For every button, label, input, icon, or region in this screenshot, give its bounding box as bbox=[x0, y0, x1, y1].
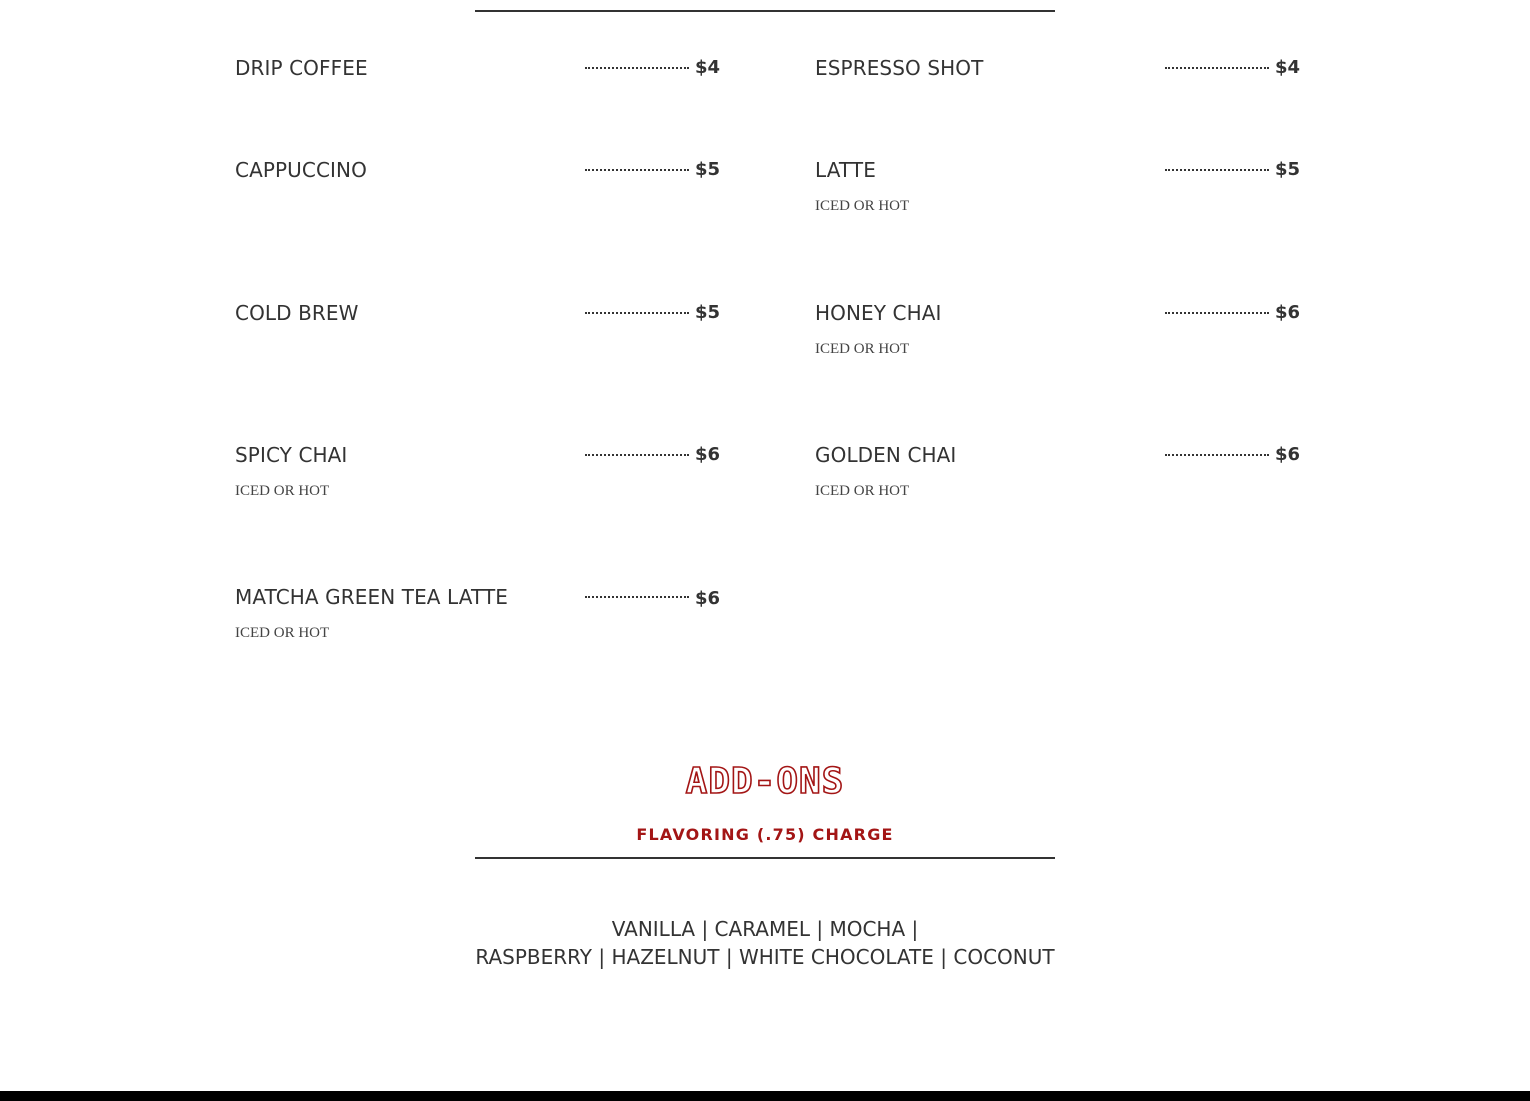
item-price: $6 bbox=[1274, 302, 1300, 323]
item-description: ICED OR HOT bbox=[815, 198, 910, 214]
item-description: ICED OR HOT bbox=[235, 483, 330, 499]
item-name: COLD BREW bbox=[235, 301, 359, 325]
item-description: ICED OR HOT bbox=[235, 625, 330, 641]
dotted-leader bbox=[1165, 169, 1269, 171]
dotted-leader bbox=[585, 312, 689, 314]
item-price: $6 bbox=[1274, 444, 1300, 465]
menu-item-latte bbox=[815, 156, 1300, 266]
addons-title: ADD-ONS bbox=[685, 761, 845, 802]
item-name: CAPPUCCINO bbox=[235, 158, 367, 182]
item-price: $4 bbox=[694, 57, 720, 78]
flavor-list-line-2: RASPBERRY | HAZELNUT | WHITE CHOCOLATE | COCONUT bbox=[475, 945, 1055, 969]
top-divider bbox=[475, 10, 1055, 12]
menu-item-espresso-shot bbox=[815, 54, 1300, 164]
item-price: $4 bbox=[1274, 57, 1300, 78]
item-name: ESPRESSO SHOT bbox=[815, 56, 984, 80]
bottom-bar bbox=[0, 1091, 1530, 1101]
item-price: $5 bbox=[694, 159, 720, 180]
dotted-leader bbox=[585, 67, 689, 69]
flavor-list-line-1: VANILLA | CARAMEL | MOCHA | bbox=[611, 917, 919, 941]
item-description: ICED OR HOT bbox=[815, 483, 910, 499]
item-name: MATCHA GREEN TEA LATTE bbox=[235, 585, 509, 609]
item-name: HONEY CHAI bbox=[815, 301, 942, 325]
addons-divider bbox=[475, 857, 1055, 859]
menu-item-matcha-green-tea-latte bbox=[235, 583, 720, 693]
item-price: $6 bbox=[694, 588, 720, 609]
dotted-leader bbox=[1165, 67, 1269, 69]
item-price: $5 bbox=[1274, 159, 1300, 180]
item-price: $6 bbox=[694, 444, 720, 465]
item-description: ICED OR HOT bbox=[815, 341, 910, 357]
menu-item-cold-brew bbox=[235, 299, 720, 409]
menu-item-drip-coffee bbox=[235, 54, 720, 164]
dotted-leader bbox=[585, 454, 689, 456]
item-name: LATTE bbox=[815, 158, 876, 182]
menu-item-spicy-chai bbox=[235, 441, 720, 551]
item-price: $5 bbox=[694, 302, 720, 323]
addons-subtitle: FLAVORING (.75) CHARGE bbox=[636, 825, 894, 844]
dotted-leader bbox=[585, 169, 689, 171]
menu-item-golden-chai bbox=[815, 441, 1300, 551]
dotted-leader bbox=[1165, 454, 1269, 456]
menu-item-cappuccino bbox=[235, 156, 720, 266]
item-name: DRIP COFFEE bbox=[235, 56, 368, 80]
item-name: SPICY CHAI bbox=[235, 443, 348, 467]
dotted-leader bbox=[1165, 312, 1269, 314]
menu-item-honey-chai bbox=[815, 299, 1300, 409]
dotted-leader bbox=[585, 596, 689, 598]
item-name: GOLDEN CHAI bbox=[815, 443, 957, 467]
